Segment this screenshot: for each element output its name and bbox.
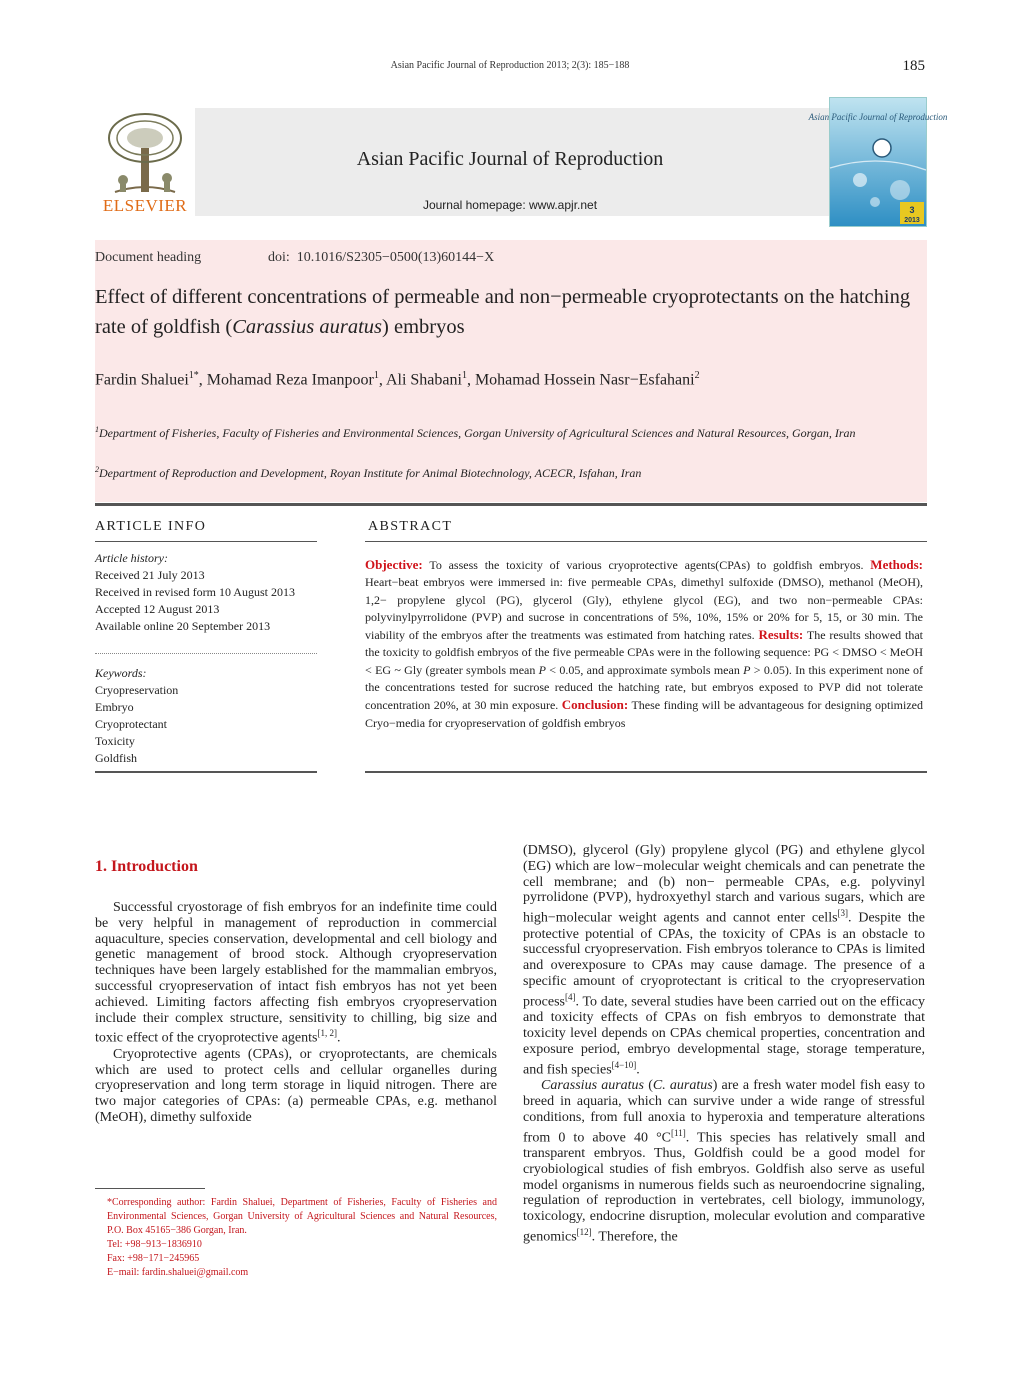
author-name: Mohamad Hossein Nasr−Esfahani	[474, 371, 695, 389]
article-info-heading: ARTICLE INFO	[95, 519, 207, 534]
article-history: Article history: Received 21 July 2013 Received in revised form 10 August 2013 Accepted 12 August 2013 Available online 20 September 2013	[95, 551, 295, 633]
affiliation-1: $^1$Department of Fisheries, Faculty of Fisheries and Environmental Sciences, Gorgan University of Agricultural Sciences and Natural Resources, Gorgan, Iran	[95, 425, 856, 440]
divider	[95, 771, 317, 773]
doi-value: 10.1016/S2305−0500(13)60144−X	[296, 250, 495, 265]
divider	[365, 771, 927, 773]
cover-title: Asian Pacific Journal of Reproduction	[808, 112, 948, 122]
journal-title: Asian Pacific Journal of Reproduction	[356, 148, 664, 170]
author-name: Mohamad Reza Imanpoor	[206, 371, 374, 389]
document-heading: Document heading	[95, 250, 202, 265]
author-name: Fardin Shaluei	[95, 371, 189, 389]
divider	[95, 653, 317, 654]
divider	[95, 503, 927, 506]
keyword: Cryopreservation	[95, 683, 179, 697]
cover-number: 3	[909, 205, 915, 215]
keyword: Goldfish	[95, 751, 137, 765]
email-link[interactable]: E−mail: fardin.shaluei@gmail.com	[107, 1267, 249, 1278]
abstract-heading: ABSTRACT	[368, 519, 453, 534]
publisher-name: ELSEVIER	[102, 196, 188, 215]
journal-cover	[808, 97, 948, 227]
journal-homepage[interactable]: Journal homepage: www.apjr.net	[422, 198, 598, 212]
divider	[95, 541, 317, 542]
paper-title: Effect of different concentrations of permeable and non−permeable cryoprotectants on the hatching rate of goldfish (Carassius auratus) embryos	[95, 286, 911, 338]
keywords: Keywords: Cryopreservation Embryo Cryoprotectant Toxicity Goldfish	[95, 665, 315, 767]
author-name: Ali Shabani	[385, 371, 462, 389]
cover-year: 2013	[904, 217, 920, 224]
body-column-left: Successful cryostorage of fish embryos for an indefinite time could be very helpful in management of reproduction in commercial aquaculture, species conservation, developmental and cell biology and genetic management of brood stock. Although cryopreservation techniques have been largely established for the mammalian embryos, successful cryopreservation of intact fish embryos has not yet been achieved. Limiting factors affecting fish embryos cryopreservation include their complex structure, sensitivity to chilling, big size and toxic effect of the cryoprotective agents[1, 2]. Cryoprotective agents (CPAs), or cryoprotectants, are chemicals which are used to protect cells and cellular organelles during cryopreservation and long term storage in liquid nitrogen. There are two major categories of CPAs: (a) permeable CPAs, e.g. methanol (MeOH), dimethy sulfoxide	[95, 900, 497, 1126]
running-head: Asian Pacific Journal of Reproduction 2013; 2(3): 185−188	[390, 60, 630, 71]
divider	[365, 541, 927, 542]
footnote-divider	[95, 1188, 205, 1189]
affiliation-2: $^2$Department of Reproduction and Development, Royan Institute for Animal Biotechnology, ACECR, Isfahan, Iran	[95, 465, 642, 480]
section-heading: 1. Introduction	[95, 858, 198, 875]
keyword: Cryoprotectant	[95, 717, 167, 731]
doi[interactable]: doi: 10.1016/S2305−0500(13)60144−X	[268, 250, 495, 265]
keyword: Toxicity	[95, 734, 135, 748]
page-number: 185	[902, 58, 925, 74]
author-list: Fardin Shaluei$^{1*}$, Mohamad Reza Imanpoor$^1$, Ali Shabani$^1$, Mohamad Hossein Nasr−Esfahani$^2$	[95, 370, 700, 389]
corresponding-author-footnote: *Corresponding author: Fardin Shaluei, Department of Fisheries, Faculty of Fisheries and Environmental Sciences, Gorgan University of Agricultural Sciences and Natural Resources, P.O. Box 45165−386 Gorgan, Iran. Tel: +98−913−1836910 Fax: +98−171−245965 E−mail: fardin.shaluei@gmail.com	[95, 1196, 497, 1280]
abstract-text: Objective: To assess the toxicity of various cryoprotective agents(CPAs) to goldfish embryos. Methods: Heart−beat embryos were immersed in: five permeable CPAs, dimethyl sulfoxide (DMSO), methanol (MeOH), 1,2− propylene glycol (PG), glycerol (Gly), ethylene glycol (EG), and two non−permeable CPAs: polyvinylpyrrolidone (PVP) and sucrose in concentrations of 5%, 10%, 15% or 20% for 5, 15, or 30 min. The viability of the embryos after the treatments was estimated from hatching rates. Results: The results showed that the toxicity to goldfish embryos of the five permeable CPAs were in the following sequence: PG < DMSO < MeOH < EG ~ Gly (greater symbols mean P < 0.05, and approximate symbols mean P > 0.05). In this experiment none of the concentrations tested for sucrose reduced the hatching rate, but embryos exposed to PVP did not tolerate concentration 20%, at 30 min exposure. Conclusion: These finding will be advantageous for designing optimized Cryo−media for cryopreservation of goldfish embryos	[365, 557, 924, 730]
keyword: Embryo	[95, 700, 134, 714]
tree-icon	[95, 108, 195, 198]
body-column-right: (DMSO), glycerol (Gly) propylene glycol (PG) and ethylene glycol (EG) which are low−molecular weight chemicals and can penetrate the cell membrane; and (b) non− permeable CPAs, e.g. polyvinyl pyrrolidone (PVP), hydroxyethyl starch and various sugars, which are high−molecular weight agents and cannot enter cells[3]. Despite the protective potential of CPAs, the toxicity of CPAs is an obstacle to successful cryopreservation. Fish embryos tolerance to CPAs is limited and overexposure to CPAs may cause damage. The presence of a specific amount of cryoprotectant is critical to the cryopreservation process[4]. To date, several studies have been carried out on the efficacy and toxicity effects of CPAs on fish embryos to demonstrate that toxicity level depends on CPAs chemical properties, concentration and exposure period, embryo developmental stage, storage temperature, and fish species[4−10]. Carassius auratus (C. auratus) are a fresh water model fish easy to breed in aquaria, which can survive under a wide range of stressful conditions, from full anoxia to hyperoxia and temperature alterations from 0 to above 40 °C[11]. This species has relatively small and transparent embryos. Thus, Goldfish could be a good model for cryobiological studies of fish embryos. Goldfish also serve as useful model organisms in numerous fields such as neuroendocrine signaling, regulation of reproduction in vertebrates, cell biology, immunology, toxicology, endocrine disruption, molecular evolution and comparative genomics[12]. Therefore, the	[523, 843, 926, 1245]
